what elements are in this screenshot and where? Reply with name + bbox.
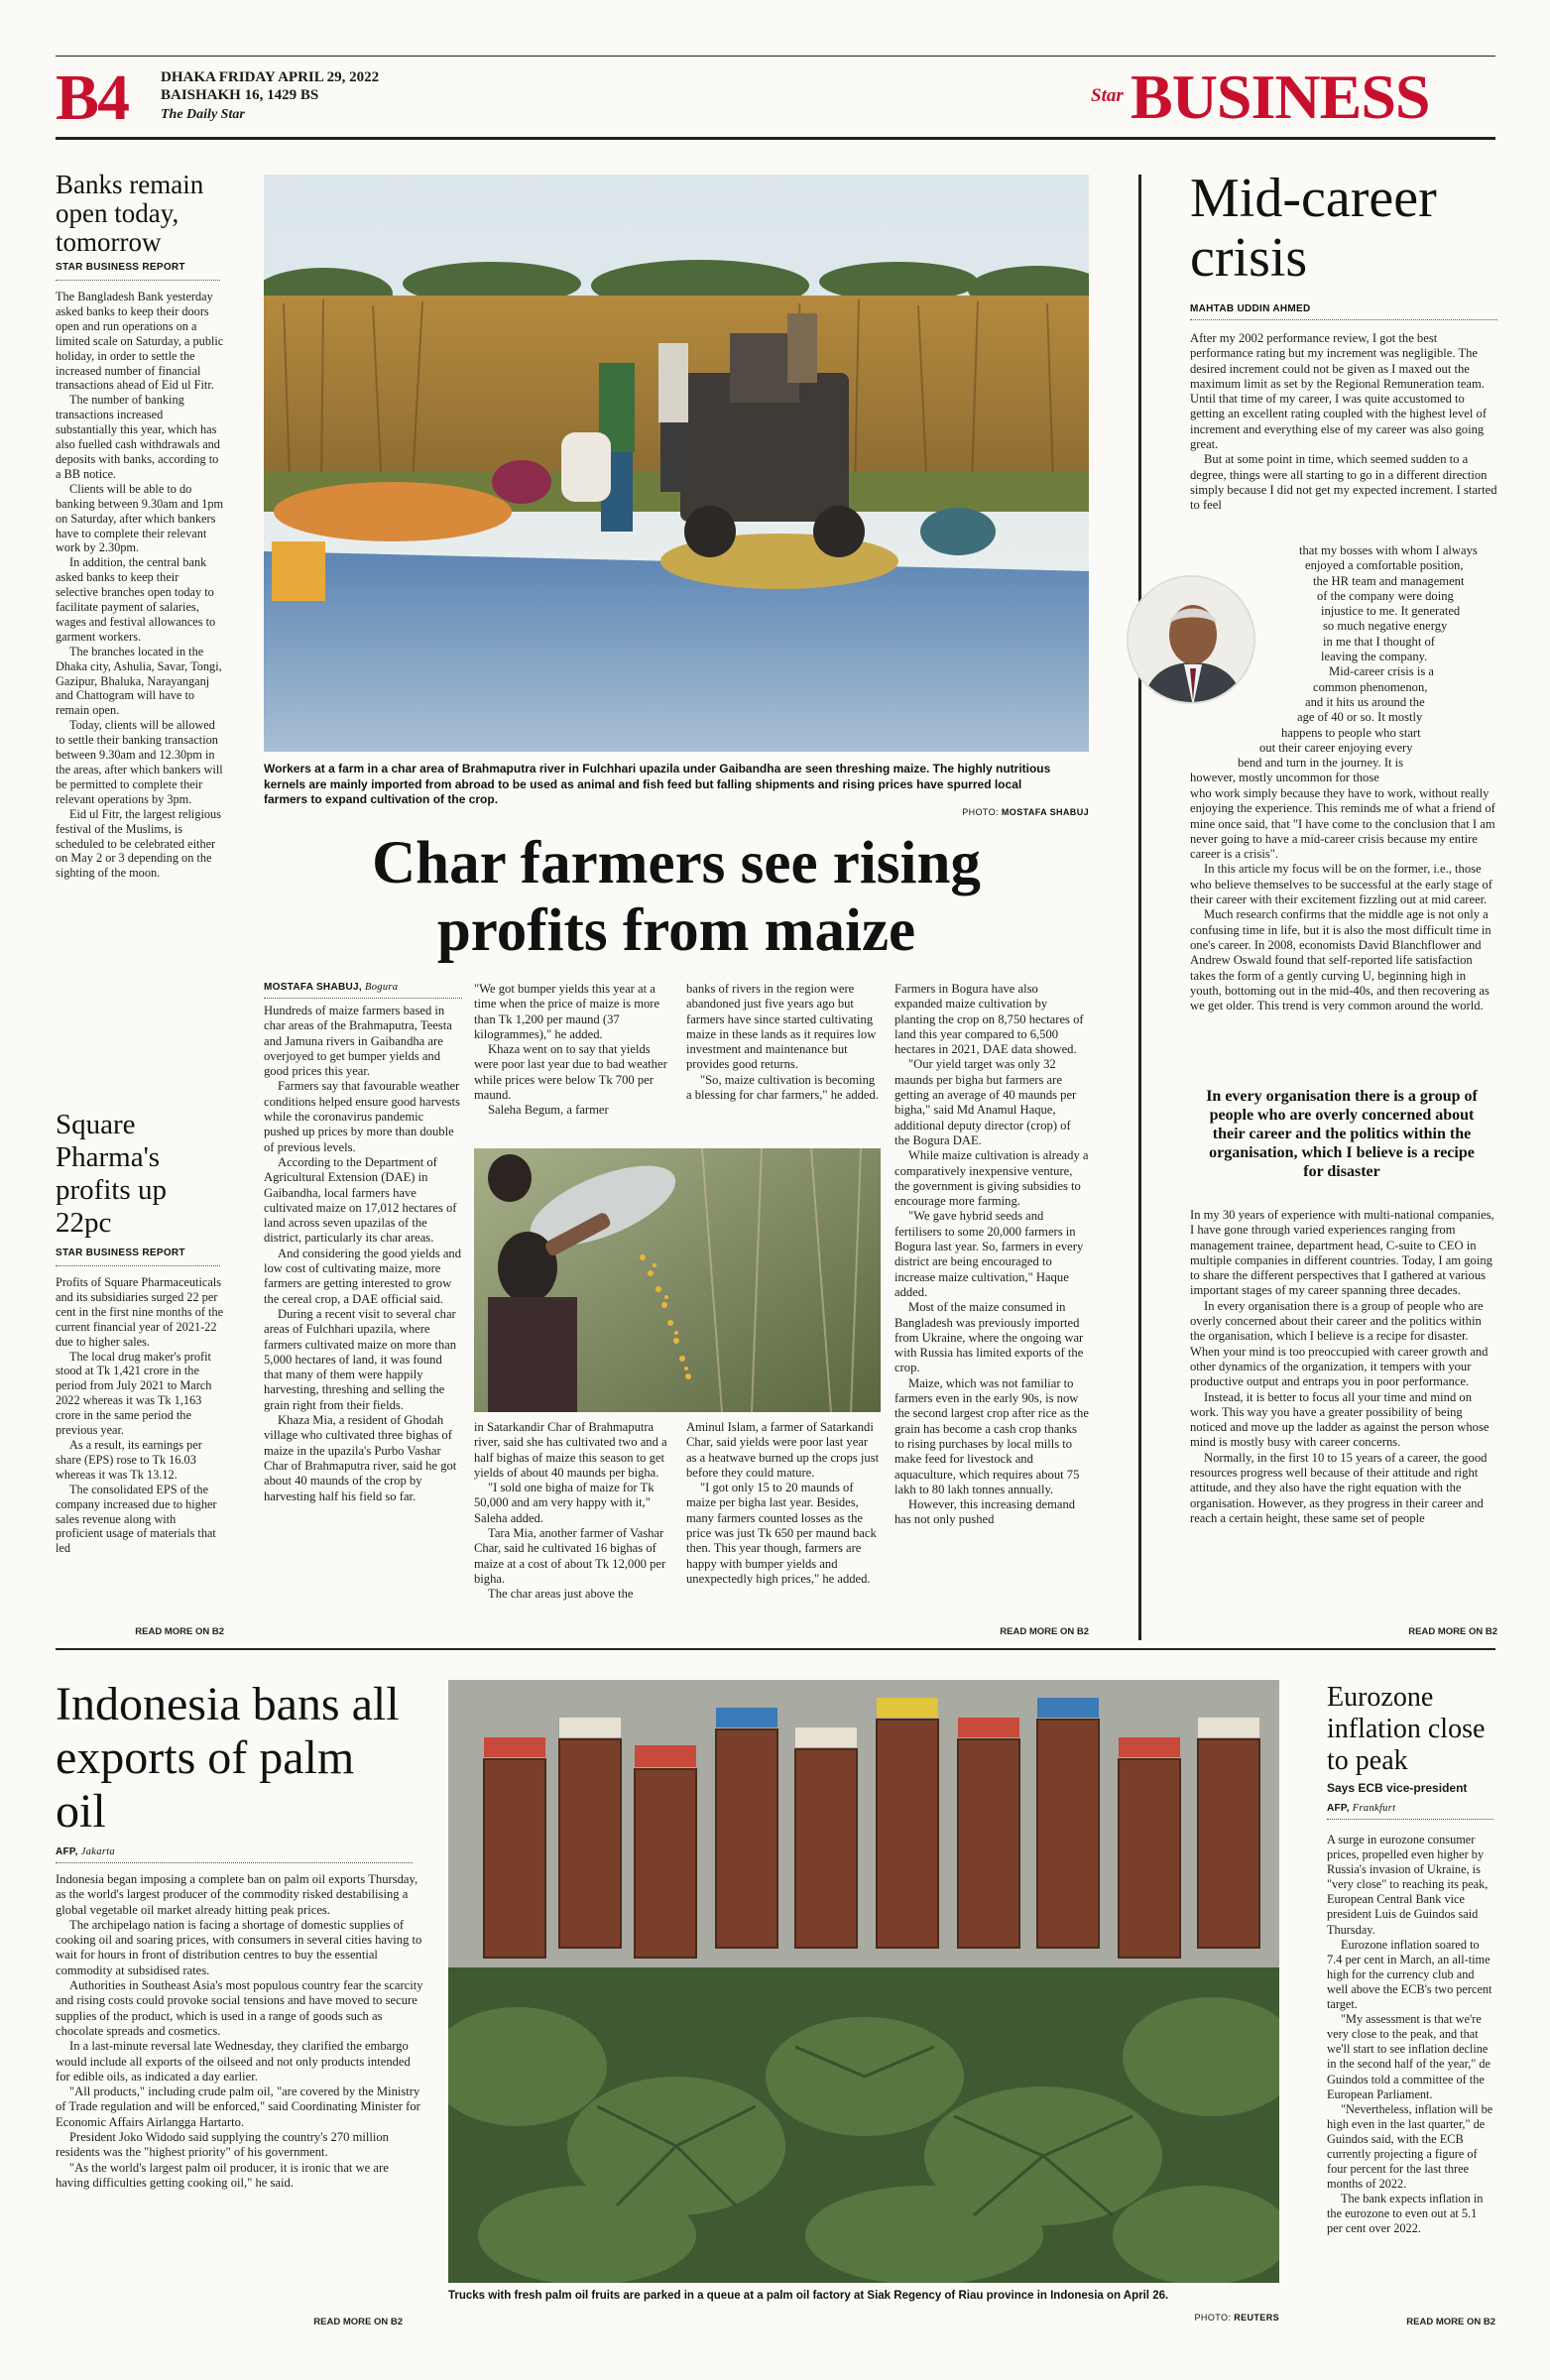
euro-read-more[interactable]: READ MORE ON B2: [1406, 2317, 1495, 2327]
wrap-line: and it hits us around the: [1305, 694, 1425, 709]
palm-para: In a last-minute reversal late Wednesday, they clarified the embargo would include all exports of the oilseed and not only products intended for edible oils, as indicated a day earlier.: [56, 2039, 411, 2083]
midcareer-divider: [1190, 319, 1497, 320]
palm-para: Indonesia began imposing a complete ban on palm oil exports Thursday, as the world's largest producer of the commodity risked destabilising a global vegetable oil market already hitting peak prices.: [56, 1872, 418, 1917]
maize-para: However, this increasing demand has not only pushed: [894, 1497, 1076, 1527]
maize-para: According to the Department of Agricultural Extension (DAE) in Gaibandha, local farmers have cultivated maize on 17,012 hectares of land across seven upazilas of the district, particularly its char areas.: [264, 1154, 457, 1246]
palm-byline-name: AFP,: [56, 1846, 78, 1857]
midcareer-read-more[interactable]: READ MORE ON B2: [1408, 1626, 1497, 1637]
maize-para: "We gave hybrid seeds and fertilisers to some 20,000 farmers in Bogura last year. So, farmers in every district are being encouraged to increase maize cultivation," Haque added.: [894, 1209, 1084, 1299]
euro-divider: [1327, 1819, 1493, 1820]
section-title: BUSINESS: [1131, 61, 1430, 132]
euro-para: Eurozone inflation soared to 7.4 per cent in March, an all-time high for the currency club and well above the ECB's two percent target.: [1327, 1937, 1492, 2012]
midcareer-body-mid: [1190, 786, 1497, 1013]
maize-para: Khaza Mia, a resident of Ghodah village who cultivated three bighas of maize in the upazila's Purbo Vashar Char of Brahmaputra river, said he got about 40 maunds of the crop by harvesting half his field so far.: [264, 1413, 457, 1503]
photo-credit-name: MOSTAFA SHABUJ: [1001, 807, 1089, 817]
paper-name: The Daily Star: [161, 107, 245, 122]
midcareer-pullquote: In every organisation there is a group of people who are overly concerned about their career and the politics within the organisation, which I believe is a recipe for disaster: [1206, 1088, 1478, 1180]
square-para: As a result, its earnings per share (EPS) rose to Tk 16.03 whereas it was Tk 13.12.: [56, 1437, 202, 1482]
issue-bangla-date: BAISHAKH 16, 1429 BS: [161, 87, 319, 103]
maize-para: "I got only 15 to 20 maunds of maize per bigha last year. Besides, many farmers counted losses as the price was just Tk 650 per maund back then. This year though, farmers are happy with bumper yields and unexpectedly high prices," he added.: [686, 1481, 877, 1586]
maize-para: Khaza went on to say that yields were poor last year due to bad weather while prices were below Tk 700 per maund.: [474, 1042, 667, 1103]
palm-read-more[interactable]: READ MORE ON B2: [313, 2317, 403, 2327]
sieving-photo-illustration: [474, 1148, 881, 1412]
maize-para: During a recent visit to several char areas of Fulchhari upazila, where farmers cultivated maize on more than 5,000 hectares of land, it was found that many of them were happily harvesting, threshing and selling the grain right from their fields.: [264, 1306, 457, 1412]
euro-para: "Nevertheless, inflation will be high even in the last quarter," de Guindos said, with the ECB currently projecting a figure of four percent for the last three months of 2022.: [1327, 2101, 1493, 2192]
maize-photo-caption: Workers at a farm in a char area of Brahmaputra river in Fulchhari upazila under Gaibandha are seen threshing maize. The highly nutritious kernels are mainly imported from abroad to be used as animal and fish feed but falling shipments and rising prices have spurred local farmers to expand cultivation of the crop.: [264, 762, 1051, 806]
palm-headline: Indonesia bans all exports of palm oil: [56, 1678, 400, 1838]
square-read-more[interactable]: READ MORE ON B2: [135, 1626, 224, 1637]
maize-para: Hundreds of maize farmers based in char areas of the Brahmaputra, Teesta and Jamuna rivers in Gaibandha are overjoyed to get bumper yields and good prices this year.: [264, 1004, 452, 1079]
maize-para: Farmers say that favourable weather conditions helped ensure good harvests while the coronavirus pandemic pushed up prices by more than double of previous levels.: [264, 1079, 460, 1154]
wrap-line: so much negative energy: [1323, 619, 1448, 634]
euro-body: [1327, 1833, 1495, 2237]
wrap-line: bend and turn in the journey. It is: [1238, 756, 1404, 771]
square-divider: [56, 1265, 220, 1266]
palm-byline-place: Jakarta: [80, 1846, 115, 1857]
maize-col3-top: [686, 982, 881, 1103]
palm-para: "As the world's largest palm oil producer, it is ironic that we are having difficulties getting cooking oil," he said.: [56, 2160, 389, 2190]
palm-body: [56, 1872, 424, 2191]
palm-divider: [56, 1862, 413, 1863]
banks-para: The number of banking transactions increased substantially this year, which has also fuelled cash withdrawals and deposits with banks, according to a BB notice.: [56, 393, 220, 481]
midcareer-body-bottom: [1190, 1208, 1497, 1526]
maize-headline-line1: Char farmers see rising: [372, 830, 981, 896]
wrap-line: the HR team and management: [1313, 573, 1465, 588]
wrap-line: enjoyed a comfortable position,: [1305, 558, 1464, 573]
photo-label: PHOTO:: [1194, 2313, 1232, 2322]
euro-subhead: Says ECB vice-president: [1327, 1781, 1468, 1795]
banks-para: The Bangladesh Bank yesterday asked banks to keep their doors open and run operations on a limited scale on Saturday, a public holiday, in order to settle the increased number of financial transactions ahead of Eid ul Fitr.: [56, 290, 224, 393]
square-body: [56, 1275, 224, 1556]
maize-col2-bottom: [474, 1420, 670, 1603]
wrap-line: in me that I thought of: [1323, 634, 1435, 649]
square-para: The local drug maker's profit stood at Tk 1,421 crore in the period from July 2021 to March 2022 whereas it was Tk 1,163 crore in the same period the previous year.: [56, 1349, 212, 1438]
banks-divider: [56, 280, 220, 281]
photo-credit-name: REUTERS: [1234, 2313, 1279, 2322]
midcareer-para: Much research confirms that the middle age is not only a confusing time in life, but it is also the most difficult time in one's career. In 2008, economists David Blanchflower and Andrew Oswald found that self-reported life satisfaction takes the form of a gently curving U, beginning high in youth, bottoming out in the mid-40s, and then recovering as we get older. This trend is very common around the world.: [1190, 907, 1491, 1013]
maize-para: Farmers in Bogura have also expanded maize cultivation by planting the crop on 8,750 hectares of land this year compared to 6,500 hectares in 2021, DAE data showed.: [894, 982, 1084, 1057]
wrap-line: of the company were doing: [1317, 588, 1454, 603]
wrap-line: Mid-career crisis is a: [1329, 664, 1434, 679]
wrap-line: injustice to me. It generated: [1321, 604, 1461, 619]
maize-para: Aminul Islam, a farmer of Satarkandi Char, said yields were poor last year as a heatwave burned up the crops just before they could mature.: [686, 1420, 880, 1480]
maize-byline: [264, 982, 398, 993]
wrap-line: age of 40 or so. It mostly: [1297, 710, 1423, 725]
maize-para: banks of rivers in the region were abandoned just five years ago but farmers have since started cultivating maize in these lands as it requires low investment and maintenance but provides good returns.: [686, 982, 877, 1072]
palm-trucks-photo: [448, 1680, 1279, 2283]
maize-photo-credit: [950, 807, 1089, 817]
lower-section-rule: [56, 1648, 1495, 1650]
wrap-line: that my bosses with whom I always: [1299, 543, 1478, 557]
euro-para: "My assessment is that we're very close to the peak, and that we'll start to see inflation decline in the second half of the year," de Guindos told a committee of the European Parliament.: [1327, 2012, 1491, 2101]
midcareer-para: In this article my focus will be on the former, i.e., those who believe themselves to be successful at the early stage of their career with their excitement fizzling out at mid career.: [1190, 862, 1492, 907]
maize-para: in Satarkandir Char of Brahmaputra river, said she has cultivated two and a half bighas of maize this season to get yields of about 40 maunds per bigha.: [474, 1420, 667, 1480]
midcareer-wrap: [1190, 543, 1497, 786]
top-rule: [56, 56, 1495, 57]
maize-photo-illustration: [264, 175, 1089, 752]
banks-para: Today, clients will be allowed to settle their banking transaction between 9.30am and 12.30pm in the areas, after which bankers will be permitted to complete their relevant operations by 3pm.: [56, 718, 223, 806]
wrap-line: common phenomenon,: [1313, 679, 1428, 694]
midcareer-para: In every organisation there is a group of people who are overly concerned about their career and the politics within the organisation, which I believe is a recipe for disaster. When your mind is too preoccupied with career growth and other dynamics of the organization, it tempers with your productive output and entraps you in poor performance.: [1190, 1298, 1489, 1389]
maize-para: The char areas just above the: [488, 1587, 634, 1602]
banks-byline: STAR BUSINESS REPORT: [56, 262, 185, 273]
photo-label: PHOTO:: [962, 807, 999, 817]
maize-col3-bottom: [686, 1420, 881, 1587]
palm-para: The archipelago nation is facing a shortage of domestic supplies of cooking oil and soaring prices, with consumers in several cities having to wait for hours in front of distribution centres to buy the essential commodity at subsidised rates.: [56, 1917, 422, 1977]
palm-photo-caption: Trucks with fresh palm oil fruits are parked in a queue at a palm oil factory at Siak Regency of Riau province in Indonesia on April 26.: [448, 2290, 1169, 2302]
palm-para: "All products," including crude palm oil, "are covered by the Ministry of Trade regulation and will be enforced," said Coordinating Minister for Economic Affairs Airlangga Hartarto.: [56, 2084, 420, 2129]
maize-para: Most of the maize consumed in Bangladesh was previously imported from Ukraine, where the ongoing war with Russia has limited exports of the crop.: [894, 1300, 1084, 1375]
opinion-vertical-rule: [1138, 175, 1141, 1640]
maize-col2-top: [474, 982, 670, 1119]
maize-read-more[interactable]: READ MORE ON B2: [1000, 1626, 1089, 1637]
maize-para: And considering the good yields and low cost of cultivating maize, more farmers are getting interested to grow the cereal crop, a DAE official said.: [264, 1246, 462, 1306]
wrap-line: leaving the company.: [1321, 650, 1428, 664]
square-para: The consolidated EPS of the company increased due to higher sales revenue along with proficient usage of materials that led: [56, 1482, 217, 1556]
page-code: B4: [56, 61, 129, 134]
banks-headline: Banks remain open today, tomorrow: [56, 170, 204, 257]
square-para: Profits of Square Pharmaceuticals and its subsidiaries surged 22 per cent in the first nine months of the current financial year of 2021-22 due to higher sales.: [56, 1275, 224, 1349]
banks-para: Eid ul Fitr, the largest religious festival of the Muslims, is scheduled to be celebrated either on May 2 or 3 depending on the sighting of the moon.: [56, 806, 221, 881]
banks-para: Clients will be able to do banking between 9.30am and 1pm on Saturday, after which bankers have to complete their relevant work by 2.30pm.: [56, 481, 224, 555]
maize-col4: [894, 982, 1089, 1528]
wrap-line: out their career enjoying every: [1259, 740, 1413, 755]
euro-para: The bank expects inflation in the eurozone to even out at 5.1 per cent over 2022.: [1327, 2192, 1484, 2236]
square-byline: STAR BUSINESS REPORT: [56, 1248, 185, 1258]
section-star-mark: Star: [1091, 85, 1124, 106]
banks-body: [56, 290, 224, 881]
midcareer-headline: Mid-career crisis: [1190, 168, 1437, 289]
maize-sieving-photo: [474, 1148, 881, 1412]
maize-col1: [264, 1004, 462, 1504]
midcareer-para: In my 30 years of experience with multi-national companies, I have gone through varied experiences ranging from management trainee, department head, C-suite to CEO in multiple companies in different countries. Today, I am going to share the different perspectives that I gathered at various important stages of my career spanning three decades.: [1190, 1208, 1494, 1298]
maize-para: While maize cultivation is already a comparatively inexpensive venture, the government is giving subsidies to encourage more farming.: [894, 1148, 1089, 1209]
midcareer-para: After my 2002 performance review, I got the best performance rating but my increment was negligible. The desired increment could not be given as I maxed out the maximum limit as set by the Regional Remuneration team. Until that time of my career, I was quite accustomed to getting an excellent rating coupled with the highest level of increment and everything else of my career was also going great.: [1190, 331, 1488, 452]
midcareer-para: Normally, in the first 10 to 15 years of a career, the good resources progress well because of their attitude and right attitude, and they also have the right equation with the organisation. However, as they progress in their career and reach a certain height, these same set of people: [1190, 1450, 1488, 1525]
palm-para: Authorities in Southeast Asia's most populous country fear the scarcity and rising costs could provoke social tensions and have moved to secure supplies of the product, which is used in a range of goods such as chocolate spreads and cosmetics.: [56, 1978, 423, 2038]
maize-byline-place: Bogura: [365, 982, 399, 993]
palm-photo-illustration: [448, 1680, 1279, 2283]
palm-photo-credit: [1131, 2313, 1279, 2322]
midcareer-body-top: [1190, 331, 1497, 514]
euro-byline-name: AFP,: [1327, 1803, 1350, 1814]
maize-para: Maize, which was not familiar to farmers even in the early 90s, is now the second largest crop after rice as the grain has become a cash crop thanks to rising purchases by local mills to make feed for livestock and aquaculture, which requires about 75 lakh to 80 lakh tonnes annually.: [894, 1375, 1089, 1496]
palm-para: President Joko Widodo said supplying the country's 270 million residents was the "highest priority" of his government.: [56, 2130, 389, 2160]
euro-para: A surge in eurozone consumer prices, propelled even higher by Russia's invasion of Ukraine, is "very close" to reaching its peak, European Central Bank vice president Luis de Guindos said Thursday.: [1327, 1833, 1489, 1937]
maize-byline-name: MOSTAFA SHABUJ,: [264, 982, 362, 993]
issue-date: DHAKA FRIDAY APRIL 29, 2022: [161, 69, 380, 85]
maize-threshing-photo: [264, 175, 1089, 752]
banks-para: In addition, the central bank asked banks to keep their selective branches open today to facilitate payment of salaries, wages and festival allowances to garment workers.: [56, 555, 216, 644]
maize-para: "I sold one bigha of maize for Tk 50,000 and am very happy with it," Saleha added.: [474, 1481, 655, 1525]
euro-byline: [1327, 1803, 1395, 1814]
midcareer-para: who work simply because they have to work, without really enjoying the experience. This reminds me of what a friend of mine once said, that "I have come to the conclusion that I am never going to have a mid-career crisis because my entire career is a crisis".: [1190, 786, 1495, 862]
euro-headline: Eurozone inflation close to peak: [1327, 1682, 1486, 1776]
maize-para: Tara Mia, another farmer of Vashar Char, said he cultivated 16 bighas of maize at a cost of about Tk 12,000 per bigha.: [474, 1526, 666, 1586]
midcareer-para: Instead, it is better to focus all your time and mind on work. This way you have a greater possibility of being noticed and move up the ladder as against the person whose mind is mostly busy with career concerns.: [1190, 1389, 1490, 1450]
wrap-line: happens to people who start: [1281, 725, 1421, 740]
midcareer-byline: MAHTAB UDDIN AHMED: [1190, 303, 1311, 314]
maize-byline-rule: [264, 998, 462, 999]
maize-headline-line2: profits from maize: [436, 897, 916, 964]
maize-para: "So, maize cultivation is becoming a blessing for char farmers," he added.: [686, 1072, 879, 1103]
banks-para: The branches located in the Dhaka city, Ashulia, Savar, Tongi, Gazipur, Bhaluka, Narayanganj and Chattogram will have to remain open.: [56, 644, 222, 718]
midcareer-para: But at some point in time, which seemed sudden to a degree, things were all starting to go in a different direction simply because I did not get my expected increment. I started to feel: [1190, 452, 1497, 513]
maize-para: "Our yield target was only 32 maunds per bigha but farmers are getting an average of 40 maunds per bigha," said Md Anamul Haque, additional deputy director (crop) of the Bogura DAE.: [894, 1057, 1077, 1147]
euro-byline-place: Frankfurt: [1352, 1803, 1396, 1814]
maize-para: "We got bumper yields this year at a time when the price of maize is more than Tk 1,200 per maund (37 kilogrammes)," he added.: [474, 982, 660, 1041]
square-headline: Square Pharma's profits up 22pc: [56, 1109, 167, 1239]
maize-para: Saleha Begum, a farmer: [488, 1103, 609, 1118]
wrap-line: however, mostly uncommon for those: [1190, 771, 1379, 785]
palm-byline: [56, 1846, 115, 1857]
masthead-rule: [56, 137, 1495, 140]
